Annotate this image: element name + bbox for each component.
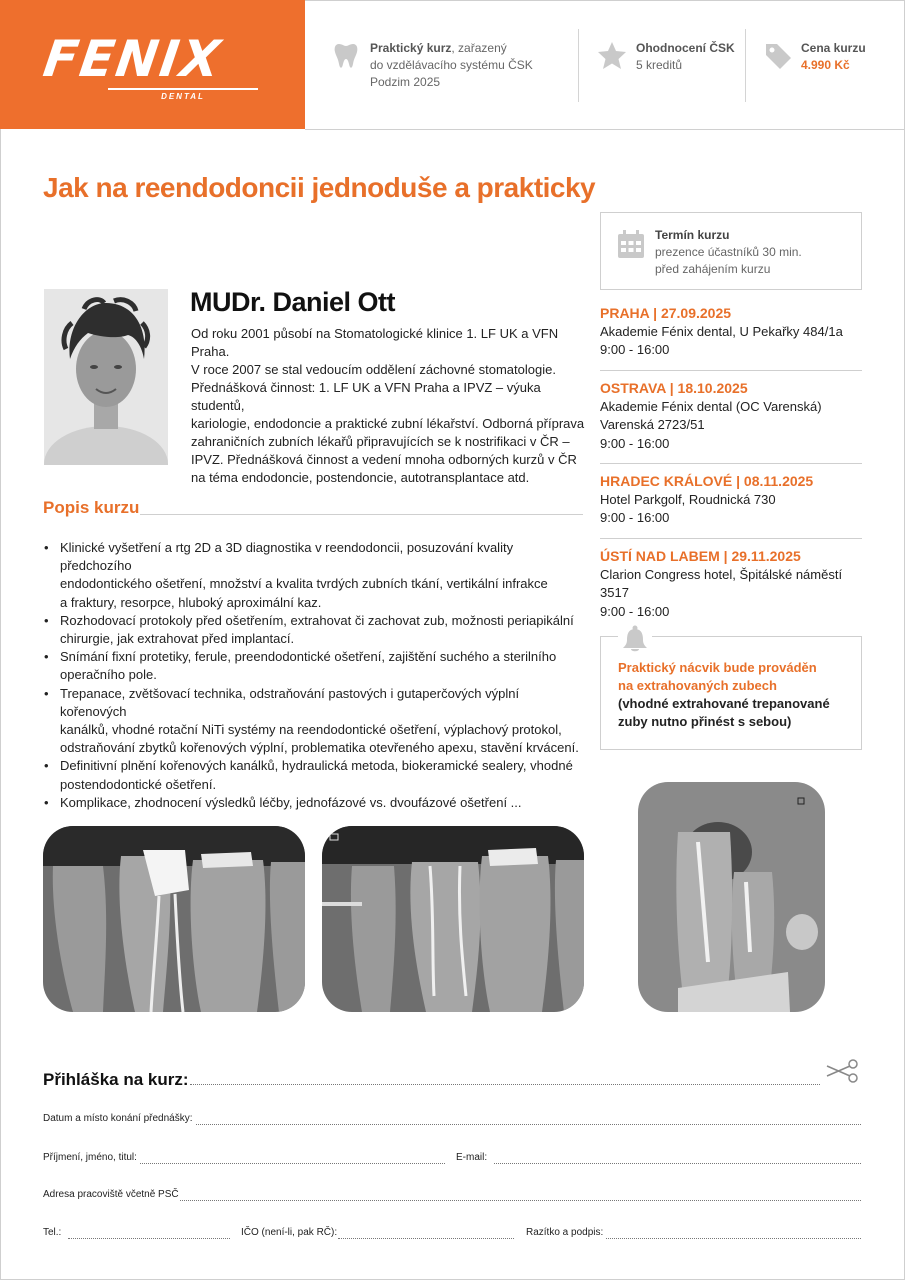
price-title: Cena kurzu (801, 41, 866, 55)
bell-icon (618, 625, 652, 655)
location-city-date: PRAHA | 27.09.2025 (600, 305, 732, 321)
bio-line: V roce 2007 se stal vedoucím oddělení záchovné stomatologie. (191, 362, 556, 377)
course-type-bold: Praktický kurz (370, 41, 452, 55)
address-label: Adresa pracoviště včetně PSČ (43, 1189, 179, 1200)
list-item-line: kanálků, vhodné rotační NiTi systémy na reendodontické ošetření, výplachový protokol, (60, 722, 562, 738)
note-line: zuby nutno přinést s sebou) (618, 714, 792, 729)
location-line: 9:00 - 16:00 (600, 510, 670, 525)
scissors-icon (825, 1058, 859, 1084)
location-line: 9:00 - 16:00 (600, 342, 670, 357)
price-info (801, 40, 866, 74)
course-type-info (370, 40, 533, 91)
doctor-photo (44, 289, 168, 465)
address-field[interactable] (180, 1200, 861, 1201)
note-line: na extrahovaných zubech (618, 678, 777, 693)
location-line: Clarion Congress hotel, Špitálské náměstí 3517 (600, 566, 843, 600)
name-field[interactable] (140, 1163, 445, 1164)
location-line: 9:00 - 16:00 (600, 435, 670, 451)
page-title: Jak na reendodoncii jednoduše a prakticky (43, 172, 596, 203)
xray-image-1 (43, 826, 305, 1012)
list-item (44, 794, 584, 812)
location-divider (600, 538, 862, 539)
location-line: Akademie Fénix dental, U Pekařky 484/1a (600, 323, 843, 339)
name-label: Příjmení, jméno, titul: (43, 1152, 137, 1163)
term-subtitle (655, 244, 802, 278)
xray-image-3 (638, 782, 825, 1012)
course-season: Podzim 2025 (370, 75, 441, 89)
ico-field[interactable] (338, 1238, 514, 1239)
logo (0, 0, 305, 129)
stamp-field[interactable] (606, 1238, 861, 1239)
location-city-date: HRADEC KRÁLOVÉ | 08.11.2025 (600, 473, 814, 489)
price-value: 4.990 Kč (801, 58, 850, 72)
course-description-heading: Popis kurzu (43, 498, 140, 517)
form-dotted-line (190, 1084, 820, 1085)
logo-text: FENIX (39, 30, 226, 88)
list-item-line: odstraňování zbytků kořenových výplní, problematika otevřeného apexu, stavění krvácení. (60, 740, 579, 756)
note-line: (vhodné extrahované trepanované (618, 696, 830, 711)
xray-image-2 (322, 826, 584, 1012)
term-title: Termín kurzu (655, 228, 730, 242)
practical-note-box (600, 636, 862, 750)
list-item (44, 757, 584, 793)
date-place-field[interactable] (196, 1124, 861, 1125)
location-line: 9:00 - 16:00 (600, 603, 670, 619)
course-description-list (44, 539, 584, 812)
calendar-icon (618, 230, 644, 258)
list-item (44, 648, 584, 684)
application-form-title: Přihláška na kurz: (43, 1070, 189, 1089)
location-divider (600, 463, 862, 464)
bio-line: zahraničních zubních lékařů připravujících se k nostrifikaci v ČR – (191, 434, 570, 449)
stamp-label: Razítko a podpis: (526, 1227, 604, 1238)
ico-label: IČO (není-li, pak RČ): (241, 1227, 338, 1238)
email-label: E-mail: (456, 1152, 488, 1163)
list-item (44, 612, 584, 648)
list-item-line: • Komplikace, zhodnocení výsledků léčby, jednofázové vs. dvoufázové ošetření ... (60, 794, 522, 810)
doctor-bio (191, 325, 586, 487)
rating-title: Ohodnocení ČSK (636, 41, 735, 55)
location-divider (600, 370, 862, 371)
course-term-box (600, 212, 862, 290)
bio-line: na téma endodoncie, postendoncie, autotransplantace atd. (191, 470, 530, 485)
list-item-line: • Definitivní plnění kořenových kanálků, hydraulická metoda, biokeramické sealery, vhodné (60, 758, 573, 774)
location-praha (600, 304, 862, 360)
doctor-name: MUDr. Daniel Ott (190, 287, 396, 317)
logo-subtext: DENTAL (108, 88, 258, 101)
list-item (44, 539, 584, 612)
list-item-line: • Snímání fixní protetiky, ferule, preendodontické ošetření, zajištění suchého a sterilního (60, 649, 557, 665)
list-item-line: endodontického ošetření, množství a kvalita tvrdých zubních tkání, vertikální infrakce (60, 576, 548, 592)
list-item (44, 685, 584, 758)
location-line: Varenská 2723/51 (600, 417, 705, 432)
location-usti-nad-labem (600, 547, 862, 621)
section-divider (140, 514, 583, 515)
term-line: prezence účastníků 30 min. (655, 245, 802, 259)
header-divider (578, 29, 579, 102)
location-ostrava (600, 379, 862, 453)
list-item-line: operačního pole. (60, 667, 157, 683)
header-divider (745, 29, 746, 102)
location-city-date: ÚSTÍ NAD LABEM | 29.11.2025 (600, 548, 801, 564)
bio-line: Přednášková činnost: 1. LF UK a VFN Praha a IPVZ – výuka studentů, (191, 380, 541, 413)
list-item-line: • Klinické vyšetření a rtg 2D a 3D diagnostika v reendodoncii, posuzování kvality předchozího (60, 540, 514, 574)
date-place-label: Datum a místo konání přednášky: (43, 1113, 193, 1124)
star-icon (598, 42, 626, 69)
list-item-line: a fraktury, resorpce, hluboký aproximální kaz. (60, 594, 322, 610)
list-item-line: postendodontické ošetření. (60, 776, 217, 792)
price-tag-icon (764, 42, 792, 70)
rating-value: 5 kreditů (636, 58, 683, 72)
phone-field[interactable] (68, 1238, 230, 1239)
practical-note-text (618, 659, 853, 731)
phone-label: Tel.: (43, 1227, 62, 1238)
location-line: Hotel Parkgolf, Roudnická 730 (600, 491, 776, 507)
location-hradec-kralove (600, 472, 862, 528)
bio-line: Od roku 2001 působí na Stomatologické klinice 1. LF UK a VFN Praha. (191, 326, 559, 359)
tooth-icon (334, 42, 358, 70)
term-line: před zahájením kurzu (655, 262, 771, 276)
list-item-line: • Rozhodovací protokoly před ošetřením, extrahovat či zachovat zub, možnosti periapikální (60, 612, 574, 628)
bio-line: IPVZ. Přednášková činnost a vedení mnoha odborných kurzů v ČR (191, 452, 577, 467)
list-item-line: • Trepanace, zvětšovací technika, odstraňování pastových i gutaperčových výplní kořenových (60, 685, 520, 719)
list-item-line: chirurgie, jak extrahovat před implantací. (60, 631, 295, 647)
location-line: Akademie Fénix dental (OC Varenská) (600, 398, 822, 414)
email-field[interactable] (494, 1163, 861, 1164)
rating-info (636, 40, 735, 74)
location-city-date: OSTRAVA | 18.10.2025 (600, 380, 748, 396)
course-type-rest: , zařazený (451, 41, 507, 55)
header-bottom-line (305, 129, 905, 130)
course-type-line2: do vzdělávacího systému ČSK (370, 58, 533, 72)
note-line: Praktický nácvik bude prováděn (618, 660, 817, 675)
bio-line: kariologie, endodoncie a praktické zubní lékařství. Odborná příprava (191, 416, 585, 431)
